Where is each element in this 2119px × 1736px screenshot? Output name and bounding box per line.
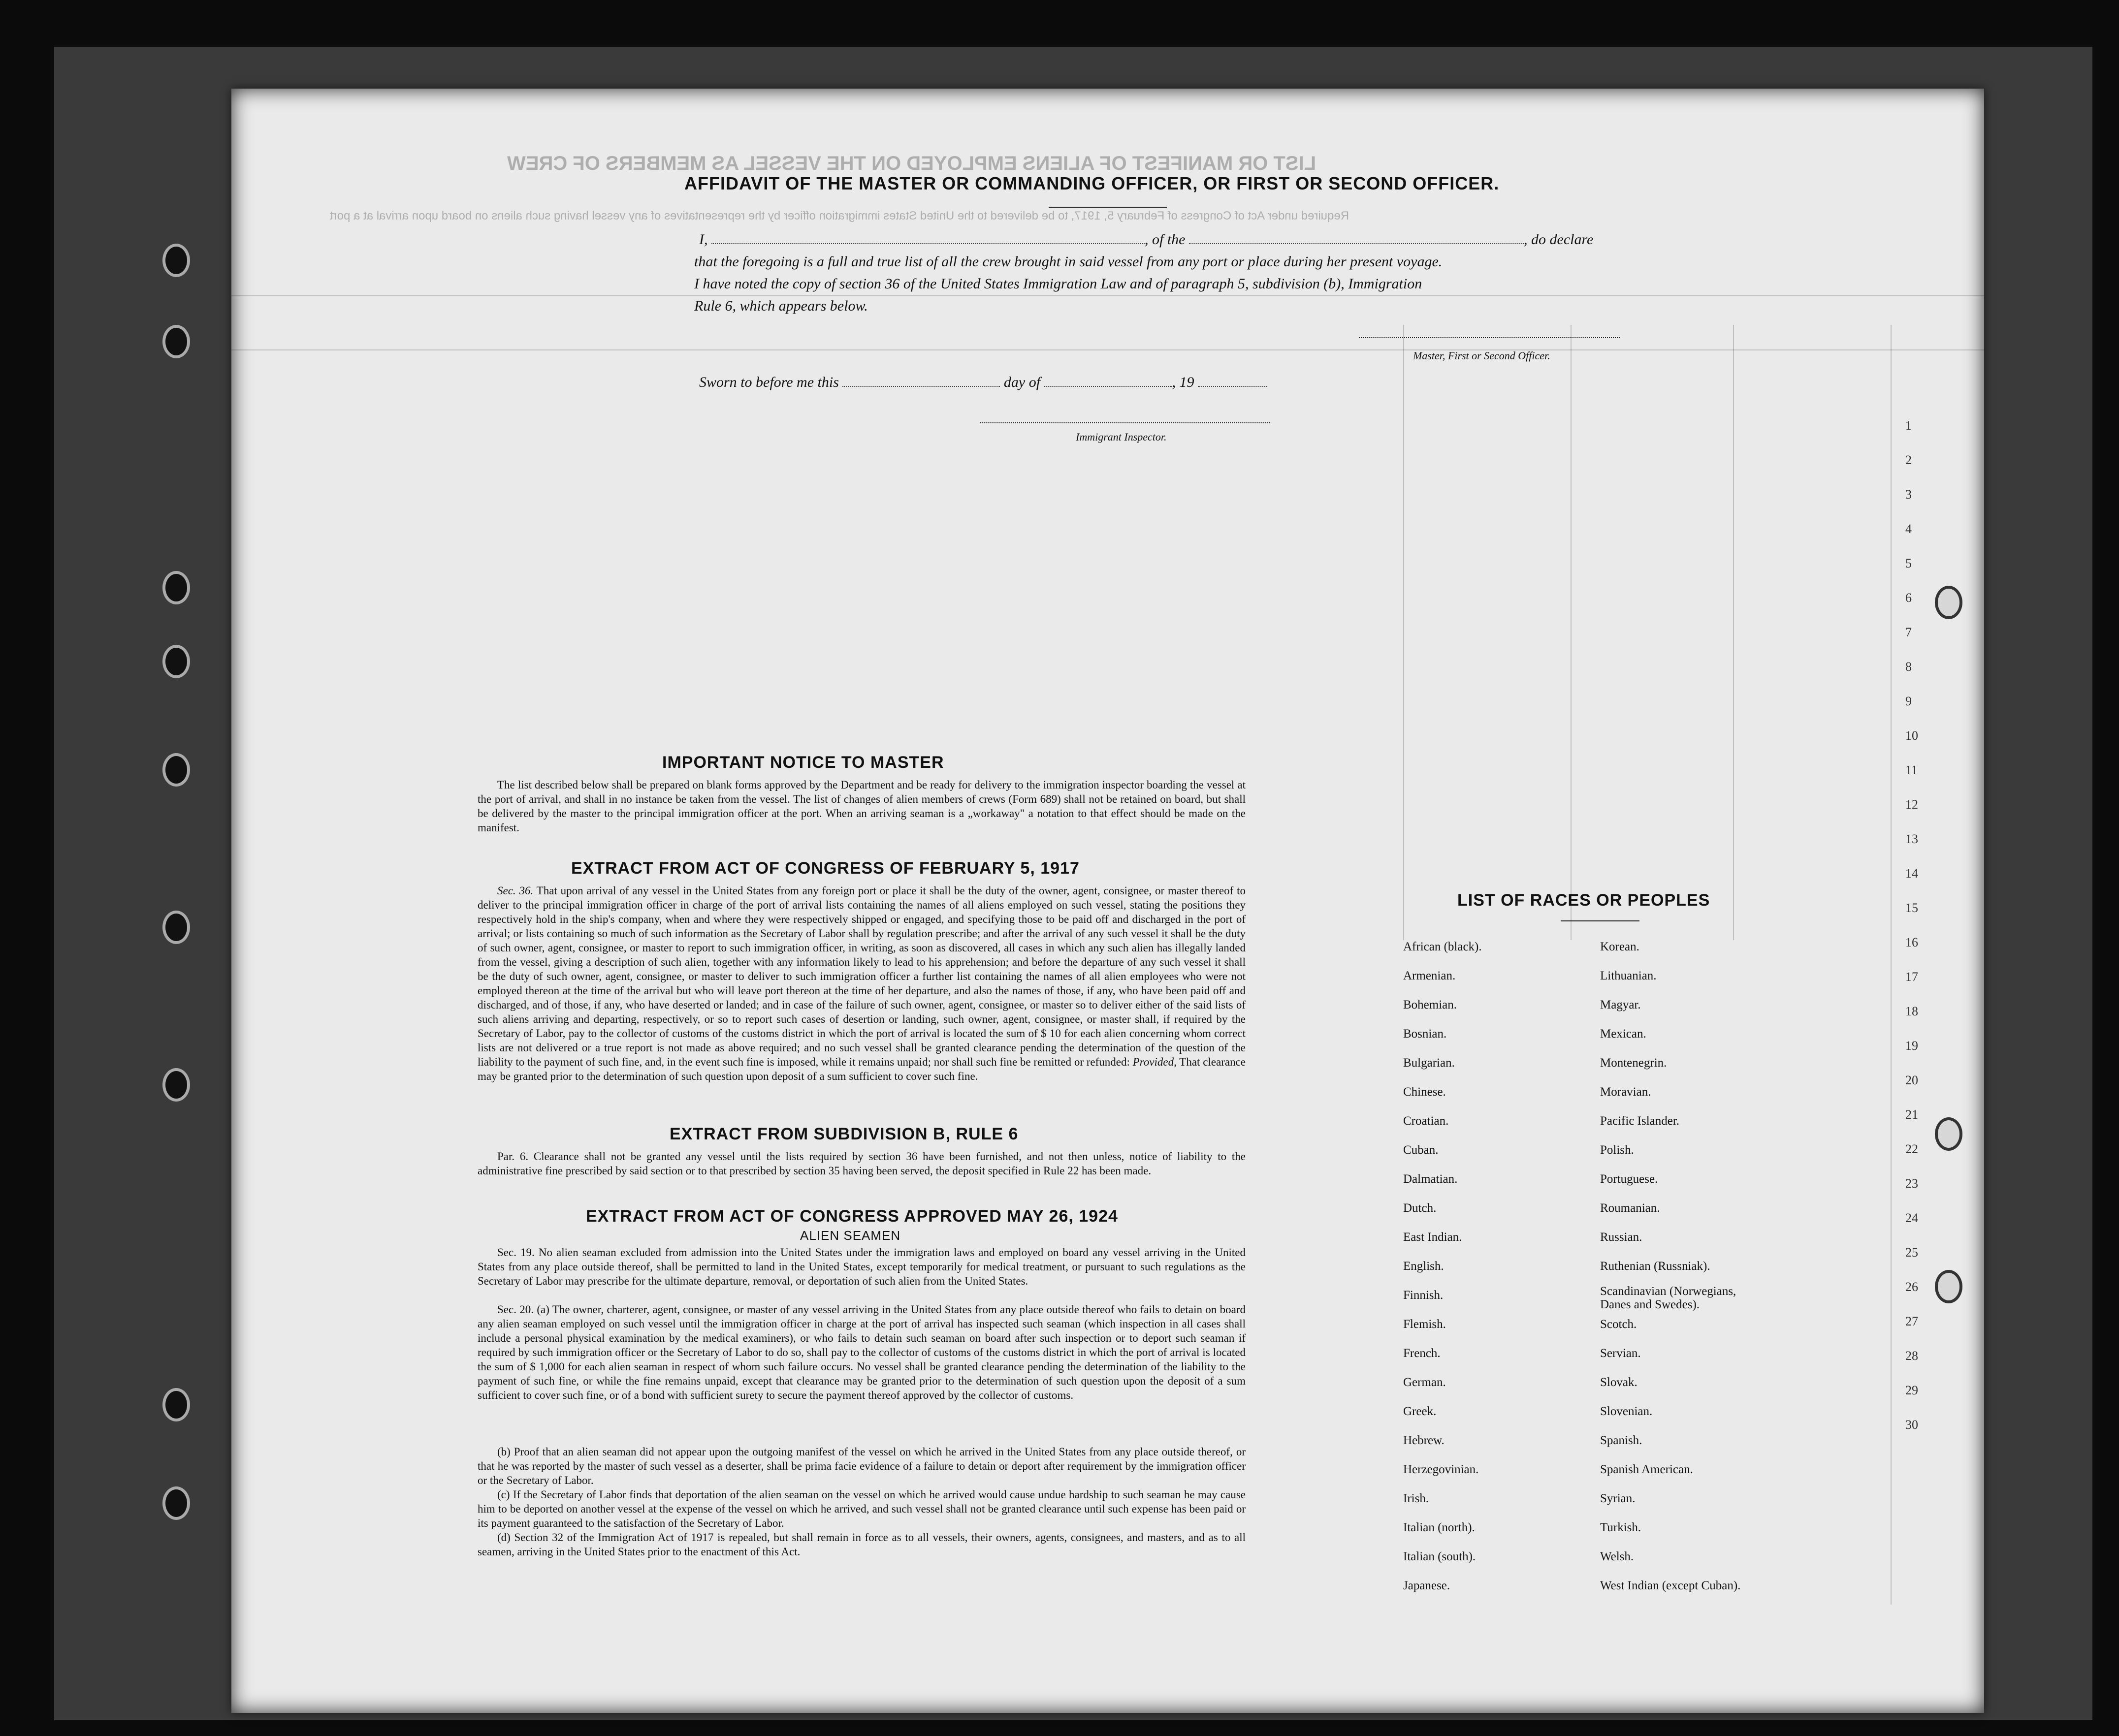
race-item: East Indian. <box>1403 1231 1462 1244</box>
race-item: Welsh. <box>1600 1550 1634 1563</box>
race-item: Hebrew. <box>1403 1434 1445 1447</box>
race-item: Dalmatian. <box>1403 1172 1458 1186</box>
race-item: Ruthenian (Russniak). <box>1600 1260 1710 1273</box>
inspector-signature-line <box>980 422 1270 423</box>
act-1917-text: Sec. 36. That upon arrival of any vessel in the United States from any foreign port or place it shall be the duty of the owner, agent, consignee, or master thereof to deliver to the principal immigration officer in charge of the port of arrival lists containing the names of all aliens employed on such vessel, stating the positions they respectively hold in the ship's company, when and where they were respectively shipped or engaged, and specifying those to be paid off and discharged in the port of arrival; or lists containing so much of such information as the Secretary of Labor shall by regulation prescribe; and after the arrival of any such vessel it shall be the duty of such owner, agent, consignee, or master to report to such immigration officer, in writing, as soon as discovered, all cases in which any such alien has illegally landed from the vessel, giving a description of such alien, together with any information likely to lead to his apprehension; and before the departure of any such vessel it shall be the duty of such owner, agent, consignee, or master to deliver to such immigration officer a further list containing the names of all alien employees who were not employed thereon at the time of the arrival but who will leave port thereon at the time of her departure, and also the names of those, if any, who have been paid off and discharged, and of those, if any, who have deserted or landed; and in case of the failure of such owner, agent, consignee, or master so to deliver either of the said lists of such aliens arriving and departing, respectively, or so to report such cases of desertion or landing, such owner, agent, consignee, or master shall, if required by the Secretary of Labor, pay to the collector of customs of the customs district in which the port of arrival is located the sum of $ 10 for each alien concerning whom correct lists are not delivered or a true report is not made as above required; and no such vessel shall be granted clearance pending the determination of the question of the liability to the payment of such fine, and, in the event such fine is imposed, while it remains unpaid; nor shall such fine be remitted or refunded: Provided, That clearance may be granted prior to the determination of such question upon deposit of a sum sufficient to cover such fine. <box>478 884 1246 1082</box>
race-item: Dutch. <box>1403 1201 1437 1215</box>
bleed-through-header: LIST OR MANIFEST OF ALIENS EMPLOYED ON THE VESSEL AS MEMBERS OF CREW <box>507 153 1316 174</box>
race-item: Montenegrin. <box>1600 1056 1667 1070</box>
race-item: Italian (south). <box>1403 1550 1476 1563</box>
race-item: Finnish. <box>1403 1289 1444 1302</box>
race-item: West Indian (except Cuban). <box>1600 1579 1741 1592</box>
race-item: Russian. <box>1600 1231 1642 1244</box>
act-1924-sec-20d: (d) Section 32 of the Immigration Act of 1917 is repealed, but shall remain in force as to all vessels, their owners, agents, consignees, and masters, and as to all seamen, arriving in the United States prior to the enactment of this Act. <box>478 1531 1246 1558</box>
race-item: Bosnian. <box>1403 1027 1447 1041</box>
races-title: LIST OF RACES OR PEOPLES <box>1457 891 1710 910</box>
race-item: Scotch. <box>1600 1318 1637 1331</box>
race-item: Scandinavian (Norwegians, Danes and Swedes). <box>1600 1285 1736 1311</box>
race-item: Polish. <box>1600 1143 1634 1157</box>
race-item: Korean. <box>1600 940 1639 953</box>
race-item: English. <box>1403 1260 1444 1273</box>
rule-6-text: Par. 6. Clearance shall not be granted any vessel until the lists required by section 36 have been furnished, and not then unless, notice of liability to the administrative fine prescribed by said section or to that prescribed by section 35 having been served, the deposit specified in Rule 22 has been made. <box>478 1150 1246 1177</box>
act-1924-title: EXTRACT FROM ACT OF CONGRESS APPROVED MAY 26, 1924 <box>586 1207 1118 1226</box>
race-item: Bulgarian. <box>1403 1056 1455 1070</box>
race-item: Cuban. <box>1403 1143 1439 1157</box>
sworn-line: Sworn to before me this day of , 19 <box>699 374 1267 391</box>
affidavit-line-1: I, , of the , do declare <box>699 231 1594 248</box>
affidavit-line-2: that the foregoing is a full and true list of all the crew brought in said vessel from any port or place during her present voyage. <box>694 253 1443 270</box>
race-item: Herzegovinian. <box>1403 1463 1479 1476</box>
race-item: Bohemian. <box>1403 998 1457 1011</box>
race-item: Magyar. <box>1600 998 1641 1011</box>
race-item: Spanish American. <box>1600 1463 1693 1476</box>
race-item: Roumanian. <box>1600 1201 1660 1215</box>
rule-6-title: EXTRACT FROM SUBDIVISION B, RULE 6 <box>670 1125 1019 1143</box>
act-1924-sec-20c: (c) If the Secretary of Labor finds that deportation of the alien seaman on the vessel on which he arrived would cause undue hardship to such seaman he may cause him to be deported on another vessel at the expense of the vessel on which he arrived, and such vessel shall not be granted clearance until such expense has been paid or its payment guaranteed to the satisfaction of the Secretary of Labor. <box>478 1488 1246 1529</box>
race-item: Irish. <box>1403 1492 1429 1505</box>
act-1924-subtitle: ALIEN SEAMEN <box>800 1228 901 1243</box>
affidavit-line-3: I have noted the copy of section 36 of the United States Immigration Law and of paragraph 5, subdivision (b), Immigration <box>694 276 1422 292</box>
race-item: African (black). <box>1403 940 1482 953</box>
race-item: Flemish. <box>1403 1318 1446 1331</box>
race-item: Armenian. <box>1403 969 1456 982</box>
act-1924-sec-20a: Sec. 20. (a) The owner, charterer, agent, consignee, or master of any vessel arriving in the United States from any place outside thereof who fails to detain on board any alien seaman employed on such vessel until the immigration officer in charge at the port of arrival has inspected such seaman (which inspection in all cases shall include a personal physical examination by the medical examiners), or who fails to detain such seaman on board after such inspection or to deport such seaman if required by such immigration officer or the Secretary of Labor to do so, shall pay to the collector of customs of the customs district in which the port of arrival is located the sum of $ 1,000 for each alien seaman in respect of whom such failure occurs. No vessel shall be granted clearance pending the determination of the liability to the payment of such fine, or while the fine remains unpaid, except that clearance may be granted prior to the determination of such question upon the deposit of a sum sufficient to cover such fine, or of a bond with sufficient surety to secure the payment thereof approved by the collector of customs. <box>478 1303 1246 1401</box>
notice-title: IMPORTANT NOTICE TO MASTER <box>662 753 944 772</box>
race-item: Servian. <box>1600 1347 1641 1360</box>
race-item: Spanish. <box>1600 1434 1642 1447</box>
master-signature-line <box>1359 337 1620 338</box>
race-item: Mexican. <box>1600 1027 1646 1041</box>
manifest-page: LIST OR MANIFEST OF ALIENS EMPLOYED ON THE VESSEL AS MEMBERS OF CREW Required under Act of Congress of February 5, 1917, to be delivered to the United States immigration officer by the representatives of any vessel having such aliens on board upon arrival at a port 1 2 3 4 5 6 7 8 9 10 11 12 13 14 15 16 17 18 19 20 21 22 23 24 25 26 27 28 29 30 AFFIDAVIT OF THE MASTER OR COMMANDING OFFICER, OR FIRST OR SECOND OFFICER. I, , of the , do declare that the foregoing is a full and true list of all the crew brought in said vessel from any port or place during her present voyage. I have noted the copy of section 36 of the United States Immigration Law and of paragraph 5, subdivision (b), Immigration Rule 6, which appears below. Master, First or Second Officer. Sworn to before me this day of , 19 Immigrant Inspector. IMPORTANT NOTICE TO MASTER The list described below shall be prepared on blank forms approved by the Department and be ready for delivery to the immigration inspector boarding the vessel at the port of arrival, and shall in no instance be taken from the vessel. The list of changes of alien members of crews (Form 689) shall not be retained on board, but shall be delivered by the master to the principal immigration officer at the port. When an arriving seaman is a „workaway" a notation to that effect should be made on the manifest. EXTRACT FROM ACT OF CONGRESS OF FEBRUARY 5, 1917 Sec. 36. That upon arrival of any vessel in the United States from any foreign port or place it shall be the duty of the owner, agent, consignee, or master thereof to deliver to the principal immigration officer in charge of the port of arrival lists containing the names of all aliens employed on such vessel, stating the positions they respectively hold in the ship's company, when and where they were respectively shipped or engaged, and specifying those to be paid off and discharged in the port of arrival; or lists containing so much of such information as the Secretary of Labor shall by regulation prescribe; and after the arrival of any such vessel it shall be the duty of such owner, agent, consignee, or master to report to such immigration officer, in writing, as soon as discovered, all cases in which any such alien has illegally landed from the vessel, giving a description of such alien, together with any information likely to lead to his apprehension; and before the departure of any such vessel it shall be the duty of such owner, agent, consignee, or master to deliver to such immigration officer a further list containing the names of all alien employees who were not employed thereon at the time of the arrival but who will leave port thereon at the time of her departure, and also the names of those, if any, who have been paid off and discharged, and of those, if any, who have deserted or landed; and in case of the failure of such owner, agent, consignee, or master so to deliver either of the said lists of such aliens arriving and departing, respectively, or so to report such cases of desertion or landing, such owner, agent, consignee, or master shall, if required by the Secretary of Labor, pay to the collector of customs of the customs district in which the port of arrival is located the sum of $ 10 for each alien concerning whom correct lists are not delivered or a true report is not made as above required; and no such vessel shall be granted clearance pending the determination of the question of the liability to the payment of such fine, and, in the event such fine is imposed, while it remains unpaid; nor shall such fine be remitted or refunded: Provided, That clearance may be granted prior to the determination of such question upon deposit of a sum sufficient to cover such fine. EXTRACT FROM SUBDIVISION B, RULE 6 Par. 6. Clearance shall not be granted any vessel until the lists required by section 36 have been furnished, and not then unless, notice of liability to the administrative fine prescribed by said section or to that prescribed by section 35 having been served, the deposit specified in Rule 22 has been made. EXTRACT FROM ACT OF CONGRESS APPROVED MAY 26, 1924 ALIEN SEAMEN Sec. 19. No alien seaman excluded from admission into the United States under the immigration laws and employed on board any vessel arriving in the United States from any place outside thereof, shall be permitted to land in the United States, except temporarily for medical treatment, or pursuant to such regulations as the Secretary of Labor may prescribe for the ultimate departure, removal, or deportation of such alien from the United States. Sec. 20. (a) The owner, charterer, agent, consignee, or master of any vessel arriving in the United States from any place outside thereof who fails to detain on board any alien seaman employed on such vessel until the immigration officer in charge at the port of arrival has inspected such seaman (which inspection in all cases shall include a personal physical examination by the medical examiners), or who fails to detain such seaman on board after such inspection or to deport such seaman if required by such immigration officer or the Secretary of Labor to do so, shall pay to the collector of customs of the customs district in which the port of arrival is located the sum of $ 1,000 for each alien seaman in respect of whom such failure occurs. No vessel shall be granted clearance pending the determination of the liability to the payment of such fine, or while the fine remains unpaid, except that clearance may be granted prior to the determination of such question upon the deposit of a sum sufficient to cover such fine, or of a bond with sufficient surety to secure the payment thereof approved by the collector of customs. (b) Proof that an alien seaman did not appear upon the outgoing manifest of the vessel on which he arrived in the United States from any place outside thereof, or that he was reported by the master of such vessel as a deserter, shall be prima facie evidence of a failure to detain or deport after requirement by the immigration officer or the Secretary of Labor. (c) If the Secretary of Labor finds that deportation of the alien seaman on the vessel on which he arrived would cause undue hardship to such seaman he may cause him to be deported on another vessel at the expense of the vessel on which he arrived, and such vessel shall not be granted clearance until such expense has been paid or its payment guaranteed to the satisfaction of the Secretary of Labor. (d) Section 32 of the Immigration Act of 1917 is repealed, but shall remain in force as to all vessels, their owners, agents, consignees, and masters, and as to all seamen, arriving in the United States prior to the enactment of this Act. LIST OF RACES OR PEOPLES African (black). Armenian. Bohemian. Bosnian. Bulgarian. Chinese. Croatian. Cuban. Dalmatian. Dutch. East Indian. English. Finnish. Flemish. French. German. Greek. Hebrew. Herzegovinian. Irish. Italian (north). Italian (south). Japanese. Korean. Lithuanian. Magyar. Mexican. Montenegrin. Moravian. Pacific Islander. Polish. Portuguese. Roumanian. Russian. Ruthenian (Russniak). Scandinavian (Norwegians, Danes and Swedes). Scotch. Servian. Slovak. Slovenian. Spanish. Spanish American. Syrian. Turkish. Welsh. West Indian (except Cuban). <box>231 89 1984 1713</box>
race-item: Greek. <box>1403 1405 1437 1418</box>
race-item: Chinese. <box>1403 1085 1446 1099</box>
race-item: Slovak. <box>1600 1376 1637 1389</box>
act-1917-title: EXTRACT FROM ACT OF CONGRESS OF FEBRUARY 5, 1917 <box>571 859 1080 878</box>
inspector-label: Immigrant Inspector. <box>1076 431 1167 443</box>
race-item: Portuguese. <box>1600 1172 1658 1186</box>
race-item: Syrian. <box>1600 1492 1636 1505</box>
race-item: Italian (north). <box>1403 1521 1475 1534</box>
races-title-rule <box>1561 920 1639 921</box>
bleed-through-required: Required under Act of Congress of February 5, 1917, to be delivered to the United States immigration officer by the representatives of any vessel having such aliens on board upon arrival at a port <box>330 209 1349 222</box>
race-item: Japanese. <box>1403 1579 1450 1592</box>
race-item: Turkish. <box>1600 1521 1641 1534</box>
notice-text: The list described below shall be prepared on blank forms approved by the Department and be ready for delivery to the immigration inspector boarding the vessel at the port of arrival, and shall in no instance be taken from the vessel. The list of changes of alien members of crews (Form 689) shall not be retained on board, but shall be delivered by the master to the principal immigration officer at the port. When an arriving seaman is a „workaway" a notation to that effect should be made on the manifest. <box>478 779 1246 834</box>
act-1924-sec-20b: (b) Proof that an alien seaman did not appear upon the outgoing manifest of the vessel on which he arrived in the United States from any place outside thereof, or that he was reported by the master of such vessel as a deserter, shall be prima facie evidence of a failure to detain or deport after requirement by the immigration officer or the Secretary of Labor. <box>478 1446 1246 1486</box>
race-item: Slovenian. <box>1600 1405 1653 1418</box>
act-1924-sec-19: Sec. 19. No alien seaman excluded from admission into the United States under the immigration laws and employed on board any vessel arriving in the United States from any place outside thereof, shall be permitted to land in the United States, except temporarily for medical treatment, or pursuant to such regulations as the Secretary of Labor may prescribe for the ultimate departure, removal, or deportation of such alien from the United States. <box>478 1246 1246 1287</box>
race-item: French. <box>1403 1347 1441 1360</box>
race-item: Croatian. <box>1403 1114 1449 1128</box>
affidavit-line-4: Rule 6, which appears below. <box>694 298 868 314</box>
master-label: Master, First or Second Officer. <box>1413 349 1550 362</box>
affidavit-title: AFFIDAVIT OF THE MASTER OR COMMANDING OFFICER, OR FIRST OR SECOND OFFICER. <box>684 173 1500 193</box>
affidavit-title-rule <box>1049 207 1167 208</box>
race-item: Lithuanian. <box>1600 969 1657 982</box>
race-item: Moravian. <box>1600 1085 1651 1099</box>
race-item: German. <box>1403 1376 1446 1389</box>
race-item: Pacific Islander. <box>1600 1114 1680 1128</box>
